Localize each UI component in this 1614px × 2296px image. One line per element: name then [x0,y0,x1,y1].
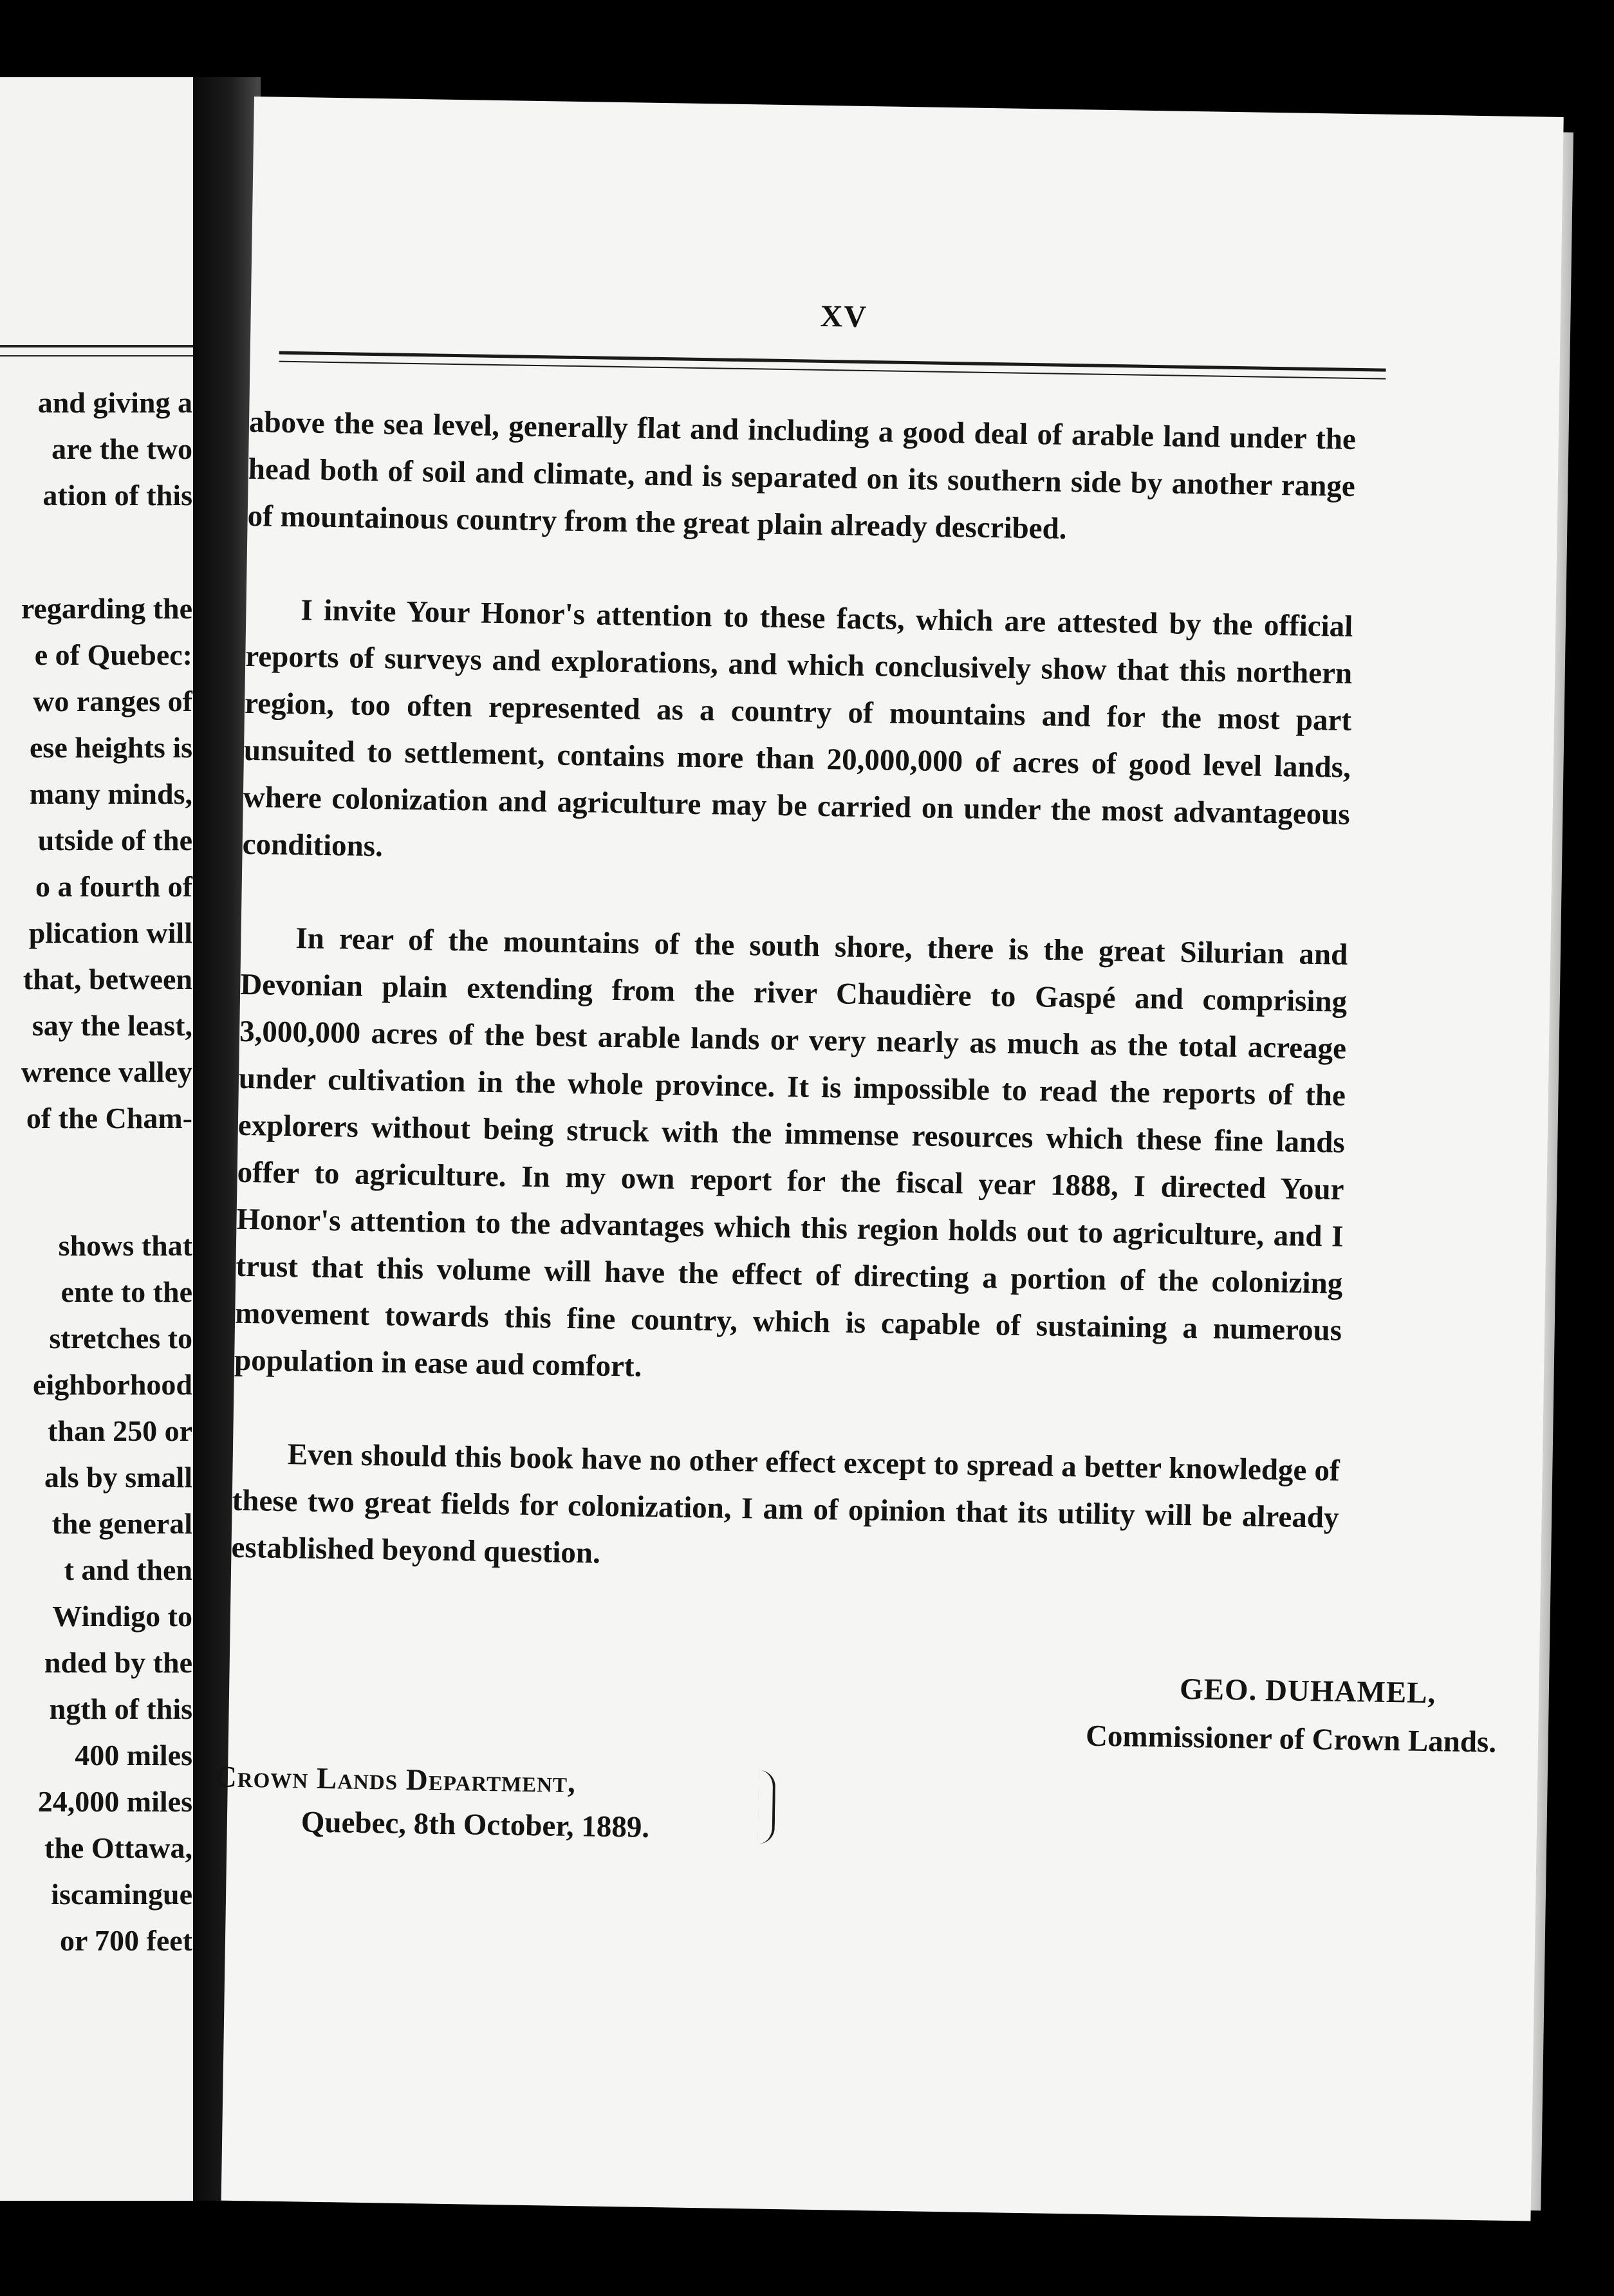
main-page [214,97,1564,2221]
paragraph-south-shore: In rear of the mountains of the south shore, there is the great Silurian and Devonian plain extending from the river Chaudière to Gaspé and comprising 3,000,000 acres of the best arable lands or very nearly as much as the total acreage under cultivation in the whole province. It is impossible to read the reports of the explorers without being struck with the immense resources which these fine lands offer to agriculture. In my own report for the fiscal year 1888, I directed Your Honor's attention to the advantages which this region holds out to agriculture, and I trust that this volume will have the effect of directing a portion of the colonizing movement towards this fine country, which is capable of sustaining a numerous population in ease aud comfort. [234,921,1348,1384]
left-page-line: e of Quebec: [34,638,192,671]
left-page-line: ente to the [60,1275,192,1308]
left-page-line: are the two [51,432,192,465]
left-page-line: 24,000 miles [37,1785,192,1818]
left-page-paragraph-2 [21,586,192,1142]
left-page-line: utside of the [37,824,192,856]
left-page-line: the general [51,1507,192,1540]
left-page-paragraph-3 [33,1223,192,1964]
department-block [214,1755,650,1849]
department-date: Quebec, 8th October, 1889. [301,1805,650,1844]
left-page-line: that, between [23,963,192,995]
signatory-title: Commissioner of Crown Lands. [1085,1719,1497,1759]
left-page-line: ation of this [42,479,192,512]
left-page-line: t and then [64,1553,192,1586]
left-page-line: or 700 feet [59,1924,192,1957]
left-page-line: eighborhood [33,1368,192,1401]
left-page-line: o a fourth of [35,870,192,903]
header-rule-thick [279,351,1386,372]
paragraph-conclusion: Even should this book have no other effect except to spread a better knowledge of these two great fields for colonization, I am of opinion that its utility will be already established beyond question. [231,1438,1340,1570]
left-page-header-rule [0,345,196,347]
left-page-line: say the least, [32,1009,192,1042]
signature-block [1085,1664,1497,1767]
body-text [230,399,1357,1635]
left-page-line: and giving a [37,386,192,419]
left-page-line: Windigo to [52,1600,192,1633]
page-number: XV [820,299,868,335]
left-page-line: many minds, [29,777,192,810]
left-page-line: the Ottawa, [44,1831,192,1864]
left-page-line: ese heights is [30,731,192,764]
left-page-line: ngth of this [49,1692,192,1725]
left-page-fragment [0,77,196,2201]
header-rule-thin [279,361,1386,380]
left-page-line: als by small [44,1461,192,1494]
left-page-line: of the Cham- [26,1102,192,1134]
paragraph-northern-region: I invite Your Honor's attention to these facts, which are attested by the official reports of surveys and explorations, and which conclusively show that this northern region, too often represented as a country of mountains and for the most part unsuited to settlement, contains more than 20,000,000 of acres of good level lands, where colonization and agriculture may be carried on under the most advantageous conditions. [242,593,1353,864]
department-name: Crown Lands Department, [214,1760,577,1800]
left-page-line: wo ranges of [33,685,192,718]
left-page-line: iscamingue [51,1878,192,1911]
signatory-name: GEO. DUHAMEL, [1179,1672,1436,1710]
left-page-line: than 250 or [48,1414,192,1447]
brace-symbol [757,1770,775,1844]
left-page-line: shows that [58,1229,192,1262]
left-page-header-rule-thin [0,355,196,356]
paragraph-continuation: above the sea level, generally flat and including a good deal of arable land under the head both of soil and climate, and is separated on its southern side by another range of mountainous country from the great plain already described. [247,405,1357,546]
left-page-line: regarding the [21,592,192,625]
left-page-line: plication will [28,916,192,949]
left-page-line: stretches to [49,1322,192,1355]
left-page-paragraph-1 [38,380,192,519]
left-page-line: nded by the [44,1646,192,1679]
left-page-line: wrence valley [21,1055,192,1088]
left-page-line: 400 miles [75,1739,192,1772]
